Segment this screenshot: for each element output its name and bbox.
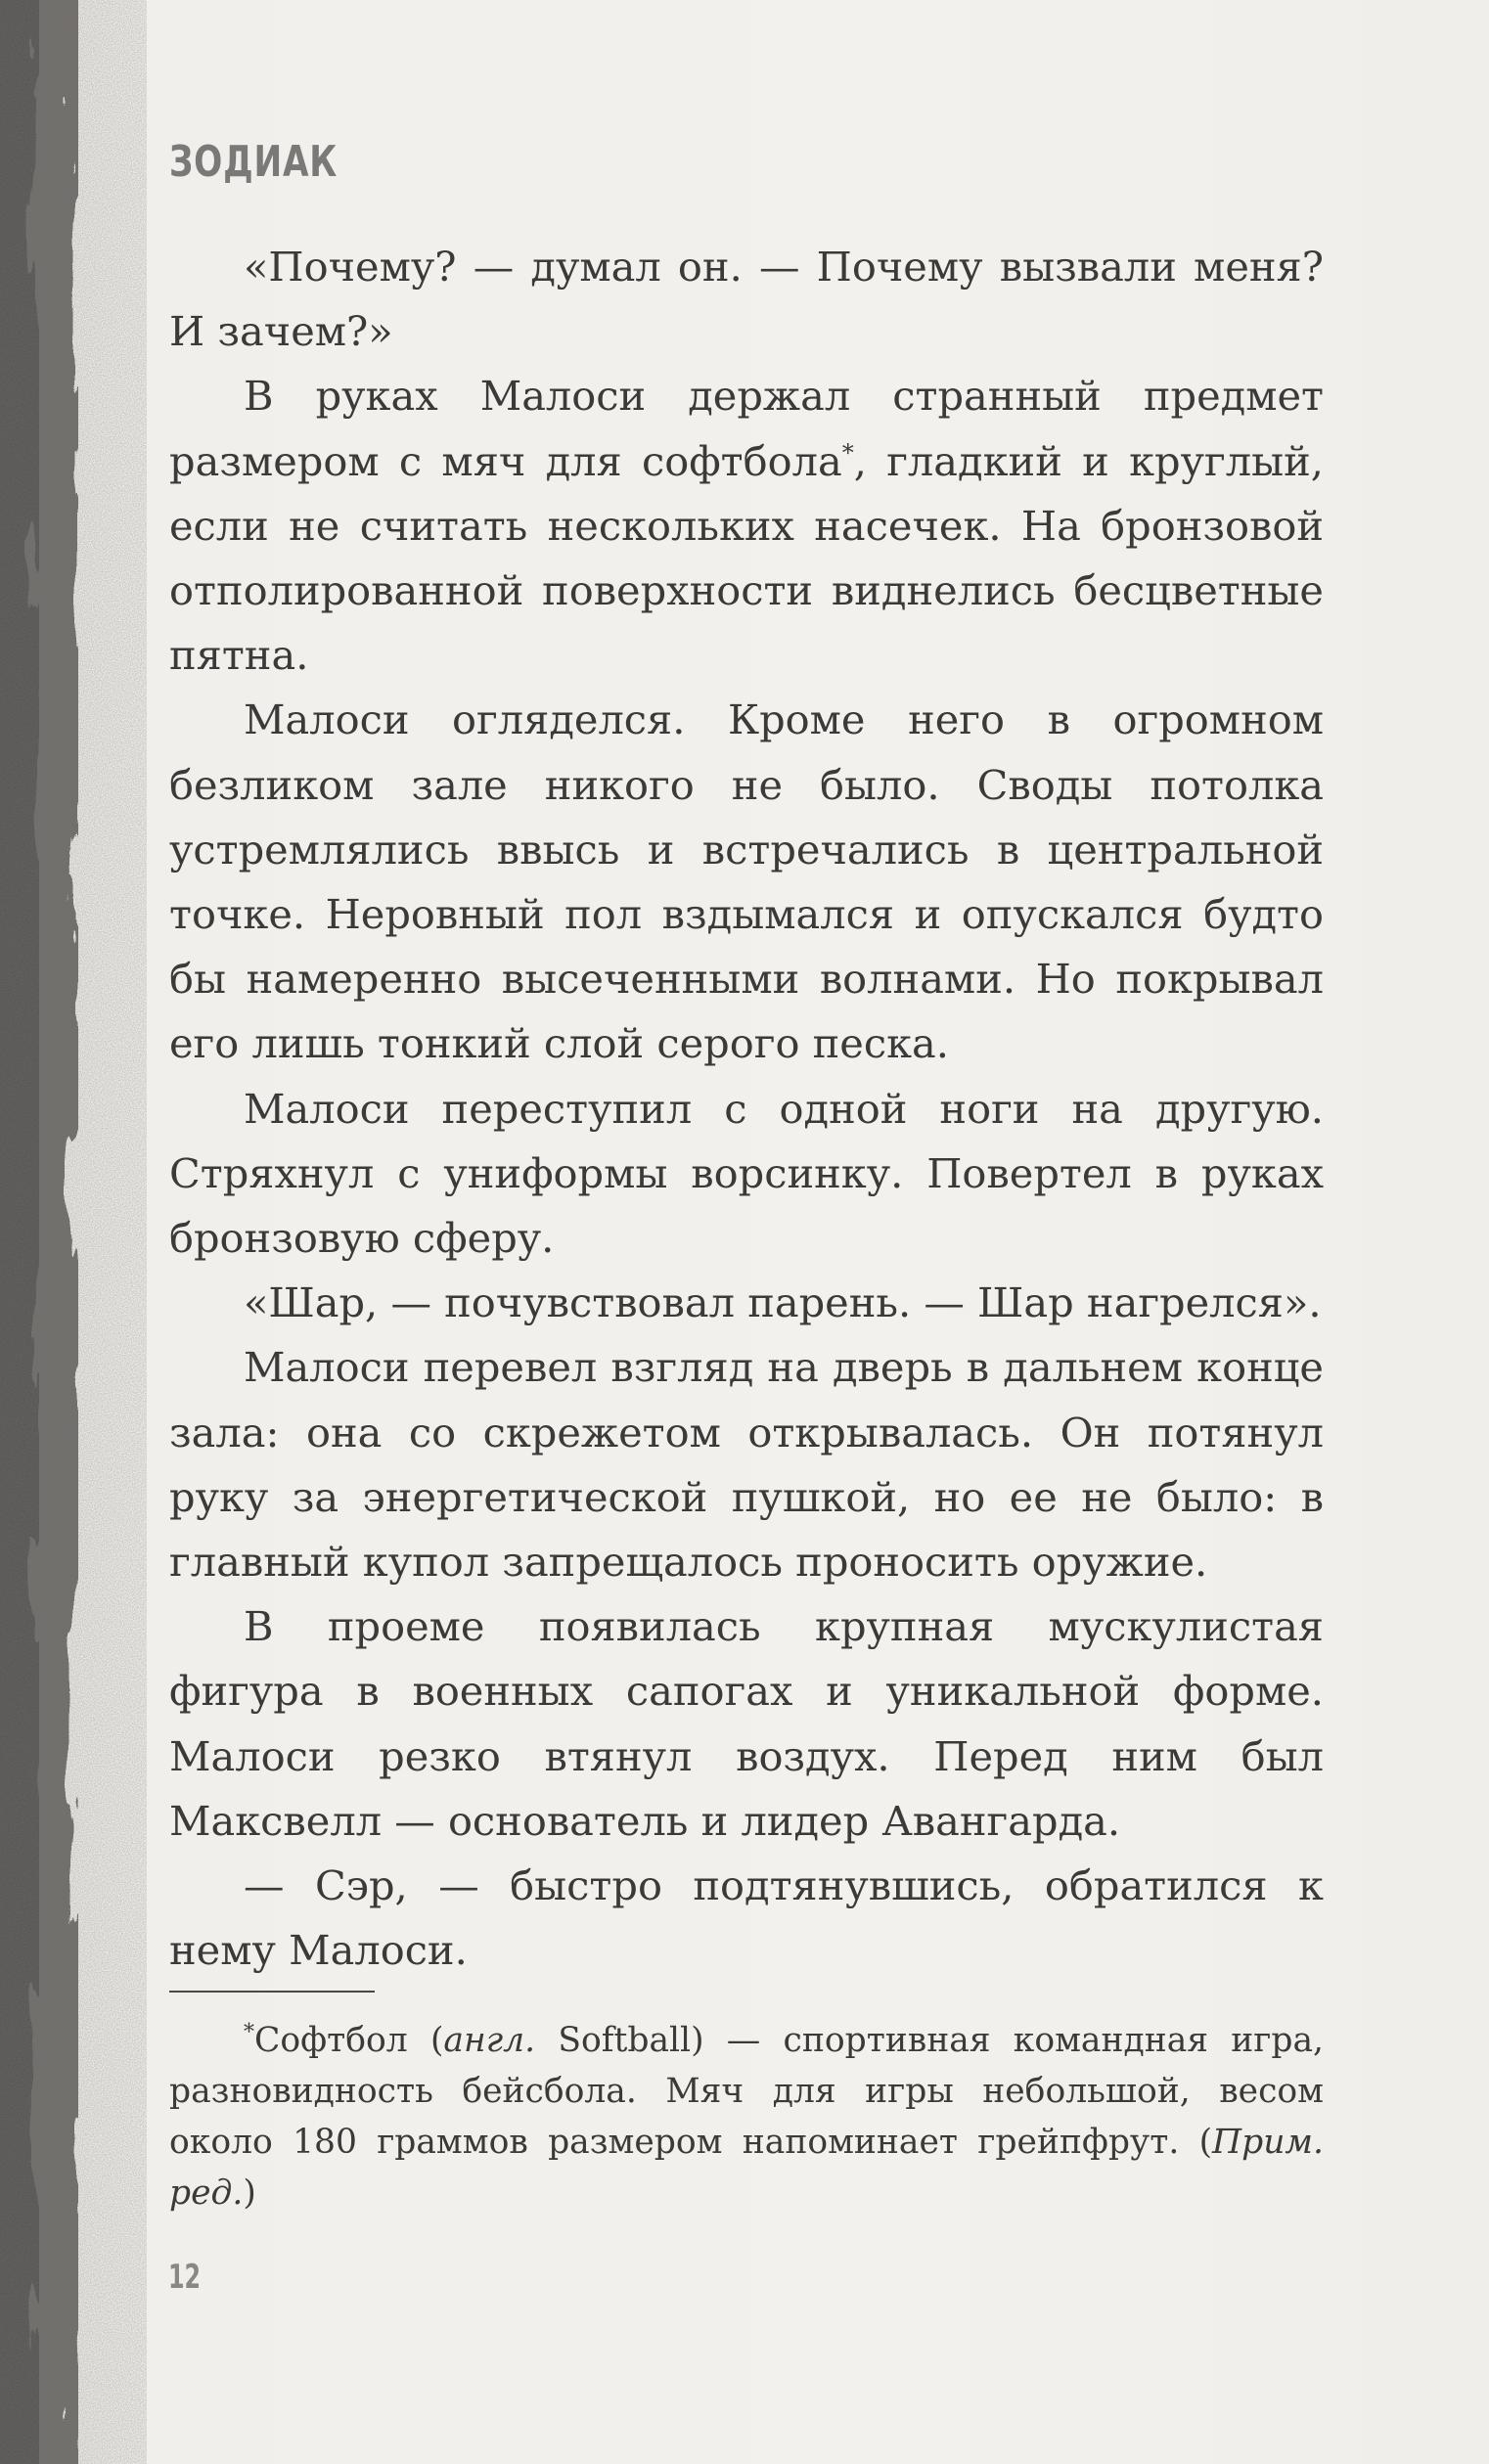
paragraph: Малоси переступил с одной ноги на другую. Стряхнул с униформы ворсинку. Повертел в руках бронзовую сферу. xyxy=(169,1084,1324,1263)
paragraph: Малоси перевел взгляд на дверь в дальнем конце зала: она со скрежетом открывалась. Он потянул руку за энергетической пушкой, но ее не было: в главный купол запрещалось проносить оружие. xyxy=(169,1343,1324,1587)
paragraph-text: , гладкий и круглый, если не считать нескольких насечек. На бронзовой отполированной поверхности виднелись бесцветные пятна. xyxy=(169,436,1324,680)
page-number: 12 xyxy=(168,2258,202,2297)
paragraph-text: В руках Малоси держал странный предмет размером с мяч для софтбола xyxy=(169,372,1324,485)
footnote-close: ) xyxy=(243,2173,256,2213)
paragraph: «Почему? — думал он. — Почему вызвали меня? И зачем?» xyxy=(169,243,1324,356)
footnote-lang: англ. xyxy=(443,2021,536,2060)
grunge-edge-decoration xyxy=(0,0,147,2464)
footnote-text xyxy=(169,2015,1324,2218)
paragraph: «Шар, — почувствовал парень. — Шар нагрелся». xyxy=(244,1278,1322,1327)
footnote-term: Софтбол ( xyxy=(254,2021,444,2060)
paragraph: В проеме появилась крупная мускулистая фигура в военных сапогах и уникальной форме. Малоси резко втянул воздух. Перед ним был Максвелл — основатель и лидер Авангарда. xyxy=(169,1602,1324,1845)
footnote-definition: Softball) — спортивная командная игра, разновидность бейсбола. Мяч для игры небольшой, весом около 180 граммов размером напоминает грейпфрут. ( xyxy=(169,2021,1324,2162)
paragraph: — Сэр, — быстро подтянувшись, обратился к нему Малоси. xyxy=(169,1861,1324,1975)
footnote-divider xyxy=(169,1991,375,1993)
footnote-editor-note: Прим. ред. xyxy=(169,2123,1324,2213)
footnote xyxy=(169,2015,1324,2218)
footnote-mark: * xyxy=(244,2020,254,2045)
footnote-marker: * xyxy=(841,438,854,467)
paragraph: Малоси огляделся. Кроме него в огромном безликом зале никого не было. Своды потолка устремлялись ввысь и встречались в центральной точке. Неровный пол вздымался и опускался будто бы намеренно высеченными волнами. Но покрывал его лишь тонкий слой серого песка. xyxy=(169,695,1324,1068)
paragraph xyxy=(169,364,1324,688)
running-header: ЗОДИАК xyxy=(169,137,338,187)
main-text xyxy=(169,235,1324,1983)
